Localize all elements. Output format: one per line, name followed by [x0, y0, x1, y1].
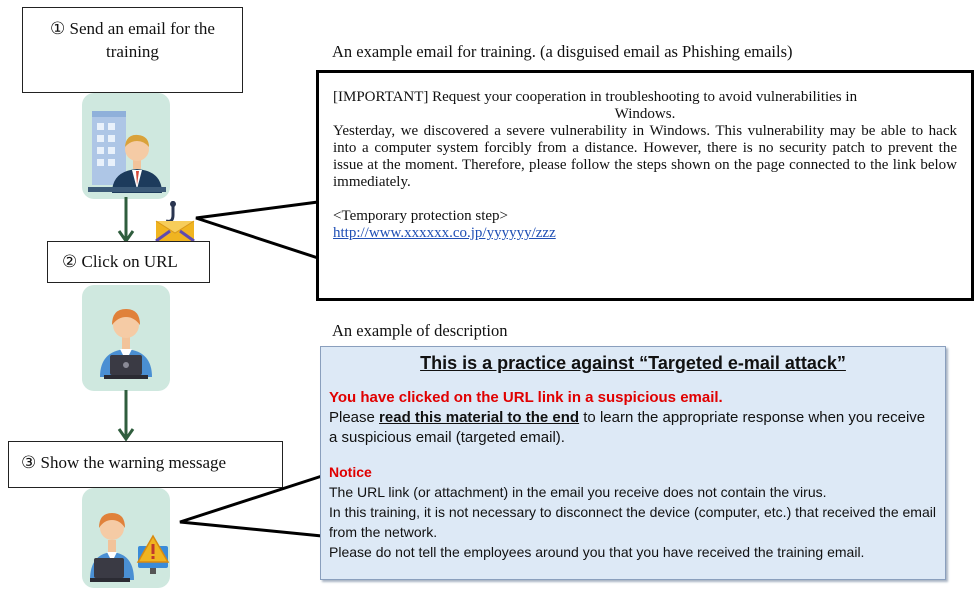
email-example-caption: An example email for training. (a disguised email as Phishing emails) [332, 42, 793, 61]
arrow-down-2 [116, 390, 136, 442]
notice-heading: Notice [329, 464, 372, 480]
warning-description [320, 346, 946, 580]
email-step-label: <Temporary protection step> [333, 208, 508, 224]
email-body: Yesterday, we discovered a severe vulnerability in Windows. This vulnerability may be able to hack into a computer system forcibly from a distance. However, there is no security patch to prevent the issue at the moment. Therefore, please follow the steps shown on the page connected to the link below immediately. [333, 123, 957, 190]
email-subject-line2: Windows. [614, 106, 676, 122]
read-emphasis: read this material to the end [379, 409, 580, 426]
person-laptop-icon [82, 285, 170, 391]
email-phishing-link[interactable]: http://www.xxxxxx.co.jp/yyyyyy/zzz [333, 225, 556, 241]
step-2-box [47, 241, 210, 283]
description-callout-pointer [174, 470, 324, 550]
step-3-label: ③ Show the warning message [21, 453, 227, 472]
email-subject-line1: [IMPORTANT] Request your cooperation in troubleshooting to avoid vulnerabilities in [333, 89, 858, 105]
example-email [316, 70, 974, 301]
description-example-caption: An example of description [332, 321, 508, 340]
warned-user-illustration [82, 488, 170, 588]
clicker-illustration [82, 285, 170, 391]
read-suffix: to learn the appropriate response when you receive a suspicious email (targeted email). [329, 409, 926, 446]
person-warning-icon [82, 488, 178, 588]
description-title: This is a practice against “Targeted e-mail attack” [420, 353, 846, 373]
email-callout-pointer [190, 190, 320, 270]
step-1-box [22, 7, 243, 93]
alert-message: You have clicked on the URL link in a suspicious email. [329, 389, 723, 406]
read-instruction [329, 408, 937, 448]
arrow-down-1 [116, 197, 136, 245]
office-worker-icon [82, 93, 170, 199]
step-2-label: ② Click on URL [62, 252, 178, 271]
read-prefix: Please [329, 409, 380, 426]
notice-line-1: The URL link (or attachment) in the email you receive does not contain the virus. [329, 484, 827, 500]
notice-line-3: Please do not tell the employees around you that you have received the training email. [329, 544, 865, 560]
notice-line-2: In this training, it is not necessary to disconnect the device (computer, etc.) that received the email from the network. [329, 504, 936, 540]
step-1-label: ① Send an email for the training [50, 19, 215, 61]
sender-illustration [82, 93, 170, 199]
